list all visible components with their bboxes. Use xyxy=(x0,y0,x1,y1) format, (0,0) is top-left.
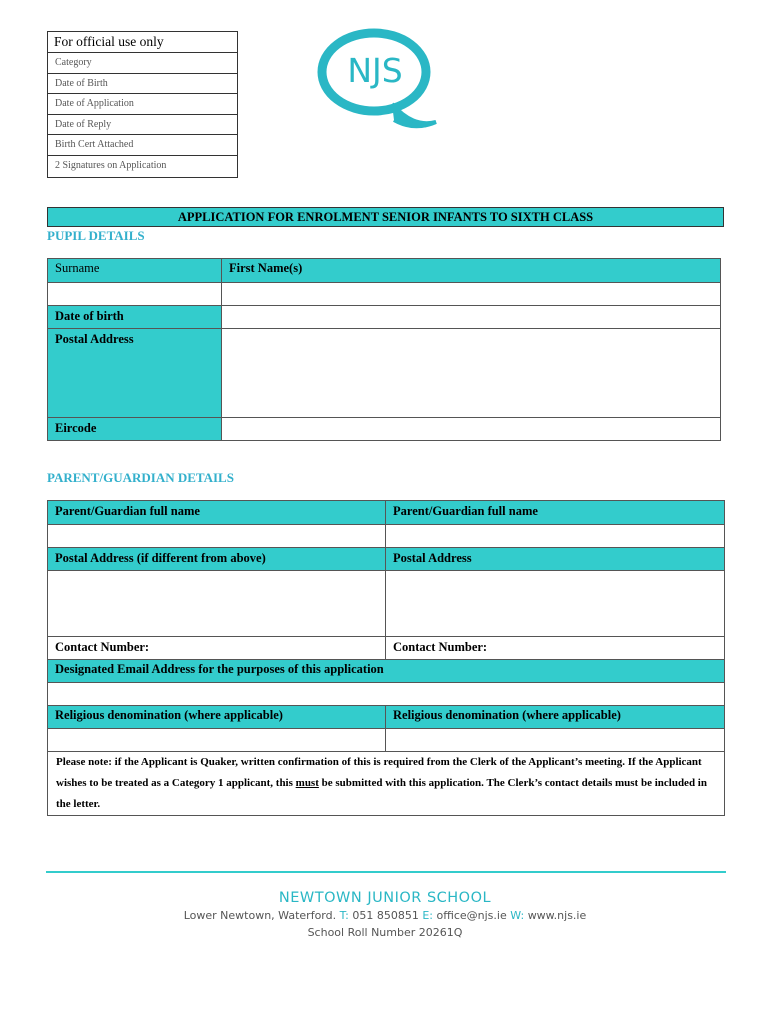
footer-divider xyxy=(46,871,726,873)
parent2-religion-field[interactable] xyxy=(386,729,725,752)
official-row-dob: Date of Birth xyxy=(48,74,237,95)
official-use-header: For official use only xyxy=(48,32,237,53)
firstname-field[interactable] xyxy=(222,283,721,306)
email-label: Designated Email Address for the purposes of this application xyxy=(48,660,725,683)
parent1-religion-field[interactable] xyxy=(48,729,386,752)
parent1-address-label: Postal Address (if different from above) xyxy=(48,548,386,571)
footer-school-name: NEWTOWN JUNIOR SCHOOL xyxy=(278,890,492,906)
parent2-name-field[interactable] xyxy=(386,525,725,548)
official-row-date-application: Date of Application xyxy=(48,94,237,115)
parent2-name-label: Parent/Guardian full name xyxy=(386,501,725,525)
parent1-name-label: Parent/Guardian full name xyxy=(48,501,386,525)
eircode-field[interactable] xyxy=(222,418,721,441)
parent-details-table xyxy=(47,500,725,816)
official-row-date-reply: Date of Reply xyxy=(48,115,237,136)
quaker-note: Please note: if the Applicant is Quaker, written confirmation of this is required from the Clerk of the Applicant’s meeting. If the Applicant wishes to be treated as a Category 1 applicant, this must be submitted with this application. The Clerk’s contact details must be included in the letter. xyxy=(48,752,725,816)
footer-roll-number: School Roll Number 20261Q xyxy=(307,926,463,939)
note-emphasis: must xyxy=(295,777,319,789)
eircode-label: Eircode xyxy=(48,418,222,441)
postal-address-label: Postal Address xyxy=(48,329,222,418)
parent-details-heading: PARENT/GUARDIAN DETAILS xyxy=(47,470,234,485)
parent2-religion-label: Religious denomination (where applicable) xyxy=(386,706,725,729)
footer-contact-line: Lower Newtown, Waterford. T: 051 850851 E: office@njs.ie W: www.njs.ie xyxy=(183,909,587,922)
dob-label: Date of birth xyxy=(48,306,222,329)
pupil-details-heading: PUPIL DETAILS xyxy=(47,228,145,243)
parent2-address-field[interactable] xyxy=(386,571,725,637)
school-logo xyxy=(314,24,440,130)
parent1-religion-label: Religious denomination (where applicable) xyxy=(48,706,386,729)
pupil-details-table xyxy=(47,258,721,441)
parent1-name-field[interactable] xyxy=(48,525,386,548)
surname-field[interactable] xyxy=(48,283,222,306)
official-use-box xyxy=(47,31,238,178)
logo-text: NJS xyxy=(347,51,403,90)
surname-label: Surname xyxy=(48,259,222,283)
parent2-contact-label[interactable]: Contact Number: xyxy=(386,637,725,660)
official-row-category: Category xyxy=(48,53,237,74)
official-row-birth-cert: Birth Cert Attached xyxy=(48,135,237,156)
postal-address-field[interactable] xyxy=(222,329,721,418)
parent1-contact-label[interactable]: Contact Number: xyxy=(48,637,386,660)
form-title: APPLICATION FOR ENROLMENT SENIOR INFANTS TO SIXTH CLASS xyxy=(47,207,724,227)
email-field[interactable] xyxy=(48,683,725,706)
official-row-signatures: 2 Signatures on Application xyxy=(55,159,167,171)
parent1-address-field[interactable] xyxy=(48,571,386,637)
dob-field[interactable] xyxy=(222,306,721,329)
firstname-label: First Name(s) xyxy=(222,259,721,283)
parent2-address-label: Postal Address xyxy=(386,548,725,571)
